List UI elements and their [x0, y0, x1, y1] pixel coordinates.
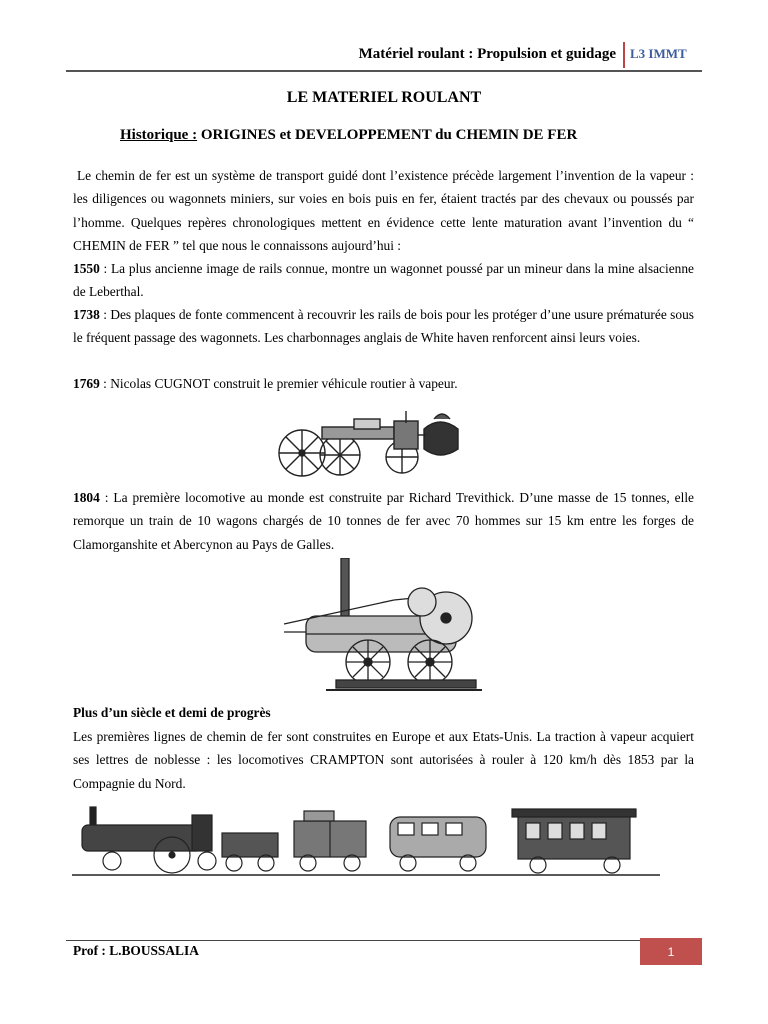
subtitle-lead: Historique :: [120, 127, 198, 143]
cugnot-vehicle-illustration: [262, 405, 476, 481]
trevithick-locomotive-illustration: [276, 558, 492, 696]
timeline-entry-1804: [73, 486, 694, 556]
timeline-text: : Des plaques de fonte commencent à recouvrir les rails de bois pour les protéger d’une usure prématurée sous le fréquent passage des wagonnets. Les charbonnages anglais de White haven renforcent ainsi leurs voies.: [73, 307, 694, 346]
section-paragraph: Les premières lignes de chemin de fer sont construites en Europe et aux Etats-Unis. La traction à vapeur acquiert ses lettres de noblesse : les locomotives CRAMPTON sont autorisées à rouler à 120 km/h dès 1853 par la Compagnie du Nord.: [73, 729, 694, 791]
subtitle-rest: ORIGINES et DEVELOPPEMENT du CHEMIN DE FER: [197, 127, 578, 143]
document-subtitle: [120, 127, 577, 144]
historic-train-illustration: [72, 793, 660, 879]
document-title: LE MATERIEL ROULANT: [286, 89, 482, 106]
header-rule: [66, 70, 702, 72]
header-course-tag: L3 IMMT: [630, 46, 687, 61]
section-heading: Plus d’un siècle et demi de progrès: [73, 705, 271, 720]
timeline-year: 1550: [73, 261, 100, 276]
timeline-entry-1738: [73, 303, 694, 350]
header-title: Matériel roulant : Propulsion et guidage: [358, 46, 616, 62]
page-number: 1: [640, 938, 702, 965]
header-separator: [623, 42, 625, 68]
footer-author: Prof : L.BOUSSALIA: [73, 943, 199, 958]
timeline-year: 1738: [73, 307, 100, 322]
timeline-text: : La première locomotive au monde est construite par Richard Trevithick. D’une masse de 15 tonnes, elle remorque un train de 10 wagons chargés de 10 tonnes de fer avec 70 hommes sur 15 km entre les forges de Clamorganshite et Abercynon au Pays de Galles.: [73, 490, 694, 552]
timeline-text: : Nicolas CUGNOT construit le premier véhicule routier à vapeur.: [99, 376, 458, 391]
timeline-text: : La plus ancienne image de rails connue, montre un wagonnet poussé par un mineur dans la mine alsacienne de Leberthal.: [73, 261, 694, 300]
timeline-entry-1769: [73, 372, 694, 395]
intro-paragraph: Le chemin de fer est un système de transport guidé dont l’existence précède largement l’invention de la vapeur : les diligences ou wagonnets miniers, sur voies en bois puis en fer, étaient tractés par des chevaux ou poussés par l’homme. Quelques repères chronologiques mettent en évidence cette lente maturation avant l’invention du “ CHEMIN de FER ” tel que nous le connaissons aujourd’hui :: [73, 168, 694, 253]
timeline-year: 1804: [73, 490, 100, 505]
timeline-year: 1769: [73, 376, 100, 391]
footer-rule: [66, 940, 702, 941]
timeline-entry-1550: [73, 257, 694, 304]
